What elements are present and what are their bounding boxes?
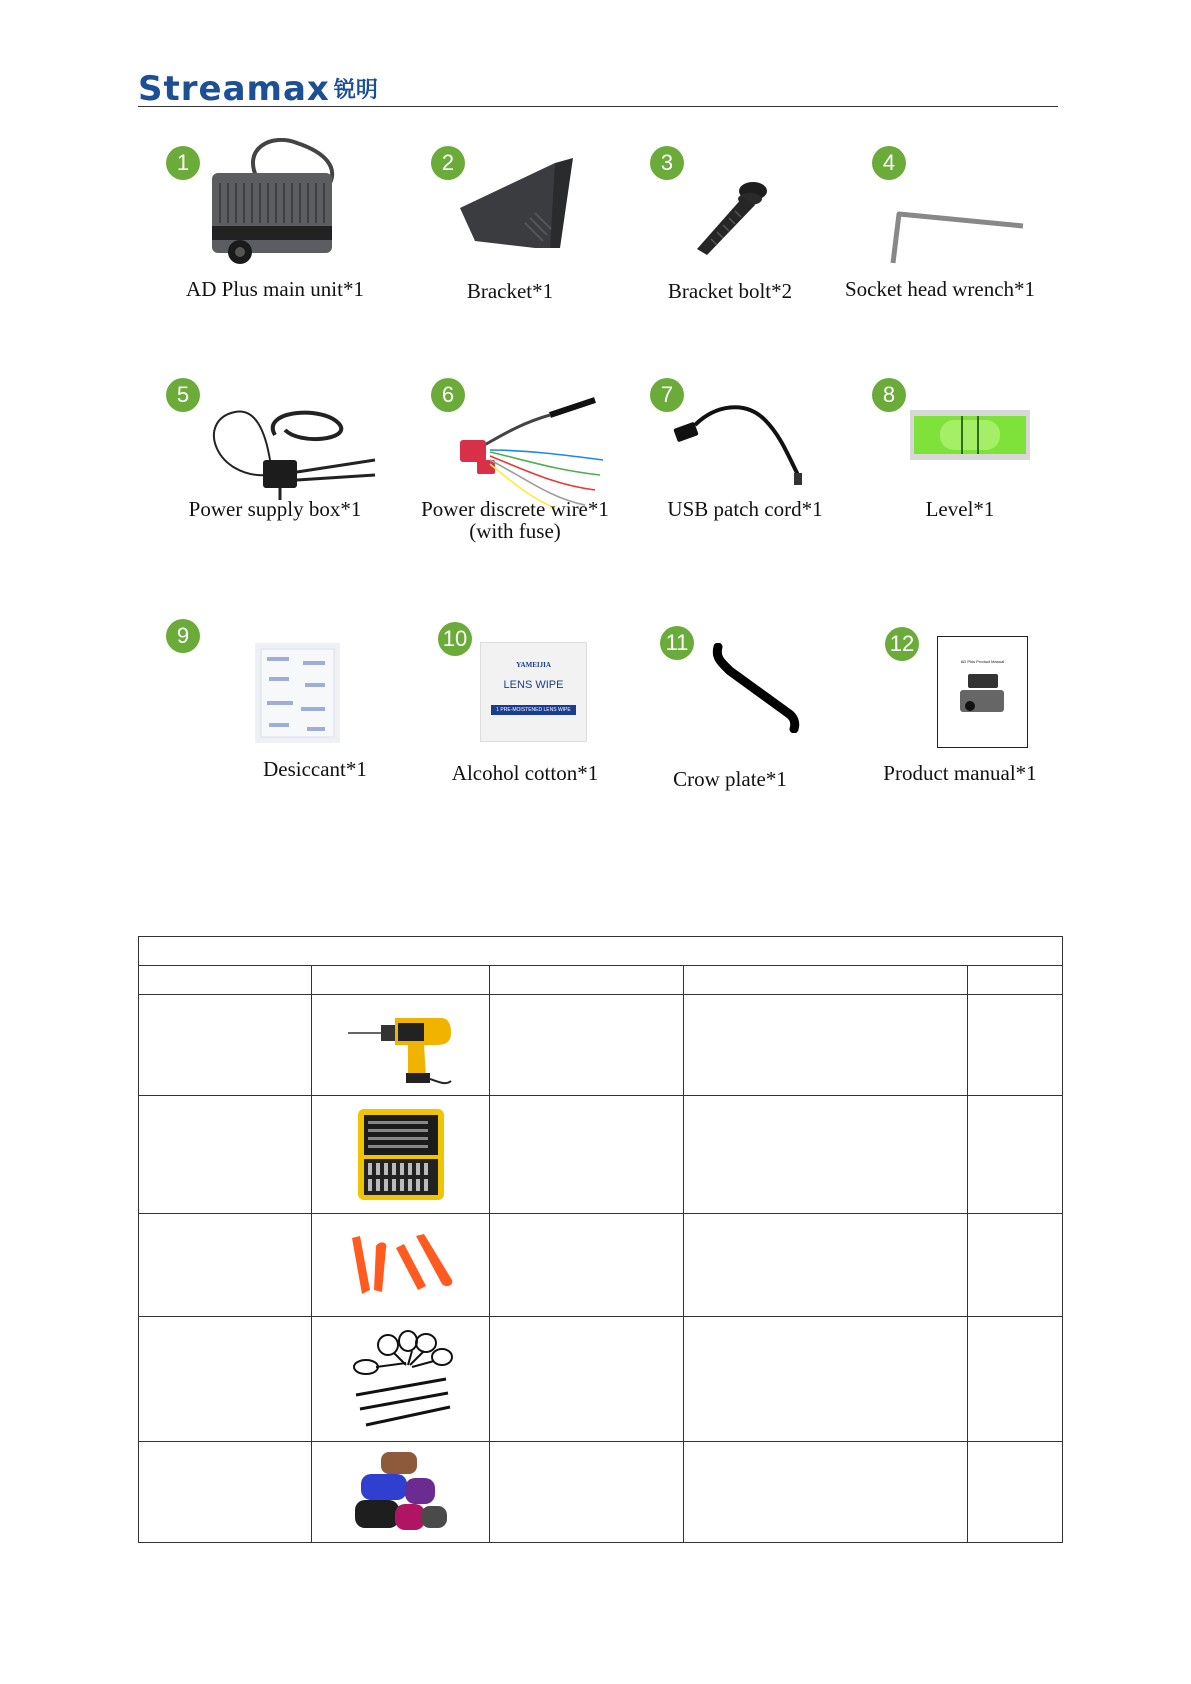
accessory-item [845, 370, 1075, 590]
item-label: AD Plus main unit*1 [186, 277, 364, 301]
table-cell [312, 1317, 490, 1442]
accessory-item [160, 370, 390, 590]
accessory-item [160, 138, 390, 358]
table-row [139, 1317, 1063, 1442]
item-number-badge: 2 [431, 146, 465, 180]
accessory-item [630, 618, 860, 838]
logo-chinese-text: 锐明 [333, 78, 378, 103]
accessory-item [845, 618, 1075, 838]
item-label: Product manual*1 [883, 761, 1037, 785]
table-cell [139, 1317, 312, 1442]
wrench-icon [885, 208, 1025, 268]
item-number-badge: 11 [660, 626, 694, 660]
accessory-item [395, 138, 625, 358]
usb-cord-icon [670, 395, 810, 495]
manual-icon [937, 636, 1028, 748]
table-cell [490, 1442, 684, 1543]
manual-title: AD Plus Product Manual [960, 659, 1005, 664]
page-header [138, 68, 1058, 107]
table-row [139, 1442, 1063, 1543]
main-unit-icon [202, 138, 362, 273]
cable-ties-icon [346, 1327, 456, 1432]
item-label: USB patch cord*1 [667, 497, 823, 521]
accessory-item [630, 370, 860, 590]
item-label: Bracket bolt*2 [667, 279, 793, 303]
table-cell [312, 1214, 490, 1317]
item-label: Crow plate*1 [673, 767, 787, 791]
table-cell [968, 1317, 1063, 1442]
table-header-cell [312, 966, 490, 995]
accessory-item [825, 138, 1055, 358]
table-title-row [139, 937, 1063, 966]
electric-drill-icon [346, 1003, 456, 1088]
item-label: Alcohol cotton*1 [451, 761, 599, 785]
wipe-title: LENS WIPE [503, 679, 564, 691]
table-header-cell [968, 966, 1063, 995]
table-cell [684, 1214, 968, 1317]
power-box-icon [205, 400, 380, 510]
cleaning-cloths-icon [351, 1450, 451, 1535]
crow-plate-icon [710, 643, 800, 733]
item-label-note: (with fuse) [469, 519, 561, 543]
table-cell [684, 1096, 968, 1214]
table-cell [490, 1096, 684, 1214]
table-cell [968, 995, 1063, 1096]
table-cell [139, 1442, 312, 1543]
item-label: Power discrete wire*1 [421, 497, 609, 521]
bolt-icon [685, 173, 785, 263]
table-header-row [139, 966, 1063, 995]
item-number-badge: 12 [885, 627, 919, 661]
accessory-item [615, 138, 845, 358]
table-row [139, 995, 1063, 1096]
pry-tools-icon [346, 1230, 456, 1300]
table-header-cell [684, 966, 968, 995]
table-cell [312, 1096, 490, 1214]
lens-wipe-icon [480, 642, 587, 742]
item-number-badge: 10 [438, 622, 472, 656]
logo-text: Streamax [138, 69, 330, 109]
item-label: Level*1 [925, 497, 995, 521]
item-number-badge: 5 [166, 378, 200, 412]
item-number-badge: 8 [872, 378, 906, 412]
tools-table [138, 936, 1063, 1543]
item-number-badge: 3 [650, 146, 684, 180]
accessory-item [160, 618, 390, 838]
item-number-badge: 1 [166, 146, 200, 180]
table-cell [312, 1442, 490, 1543]
table-cell [684, 995, 968, 1096]
table-cell [968, 1442, 1063, 1543]
table-row [139, 1096, 1063, 1214]
table-header-cell [139, 966, 312, 995]
table-cell [490, 1214, 684, 1317]
table-row [139, 1214, 1063, 1317]
streamax-logo [138, 68, 378, 109]
table-cell [490, 995, 684, 1096]
item-label: Power supply box*1 [188, 497, 362, 521]
table-cell [968, 1096, 1063, 1214]
bracket-icon [455, 153, 575, 263]
screwdriver-set-icon [356, 1107, 446, 1202]
level-icon [910, 410, 1030, 460]
item-number-badge: 6 [431, 378, 465, 412]
wipe-brand: YAMEIJIA [516, 661, 551, 669]
table-cell [139, 995, 312, 1096]
table-cell [684, 1317, 968, 1442]
item-number-badge: 9 [166, 619, 200, 653]
item-label: Desiccant*1 [263, 757, 367, 781]
desiccant-icon [255, 643, 340, 743]
table-cell [684, 1442, 968, 1543]
table-cell [968, 1214, 1063, 1317]
table-cell [312, 995, 490, 1096]
table-cell [490, 1317, 684, 1442]
item-label: Socket head wrench*1 [844, 277, 1036, 301]
item-number-badge: 7 [650, 378, 684, 412]
table-cell [139, 1096, 312, 1214]
manual-cover-device-icon [938, 664, 1027, 724]
wipe-strip: 1 PRE-MOISTENED LENS WIPE [491, 705, 576, 715]
table-cell [139, 1214, 312, 1317]
accessory-item [410, 618, 640, 838]
accessory-item [410, 370, 640, 590]
wire-harness-icon [455, 390, 605, 510]
item-label: Bracket*1 [466, 279, 554, 303]
item-number-badge: 4 [872, 146, 906, 180]
table-title-cell [139, 937, 1063, 966]
table-header-cell [490, 966, 684, 995]
